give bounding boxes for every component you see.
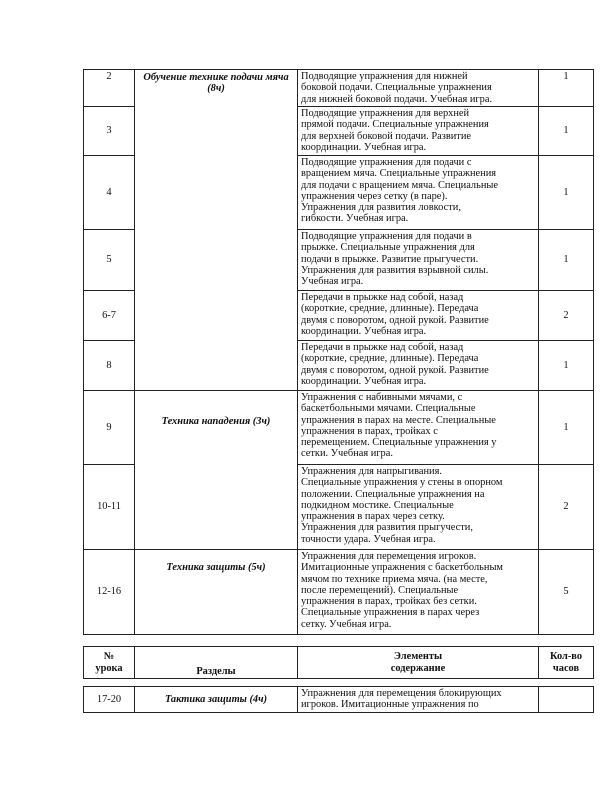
lesson-hours: 1 — [539, 230, 594, 291]
lesson-plan-table — [83, 69, 594, 635]
continuation-table — [83, 686, 594, 713]
lesson-number: 6-7 — [84, 291, 135, 341]
lesson-content: Упражнения для перемещения игроков. Имитационные упражнения с баскетбольным мячом по технике приема мяча. (на месте, после перемещений). Специальные упражнения в парах, тройках без сетки. Специальные упражнения в парах через сетку. Учебная игра. — [298, 550, 539, 635]
lesson-number: 9 — [84, 391, 135, 465]
lesson-content: Передачи в прыжке над собой, назад (короткие, средние, длинные). Передача двумя с поворотом, одной рукой. Развитие координации. Учебная игра. — [298, 341, 539, 391]
lesson-number: 12-16 — [84, 550, 135, 635]
table-row — [84, 70, 594, 107]
header-sections: Разделы — [135, 647, 298, 679]
header-hours: Кол-во часов — [539, 647, 594, 679]
lesson-number: 10-11 — [84, 465, 135, 550]
lesson-content: Передачи в прыжке над собой, назад (короткие, средние, длинные). Передача двумя с поворотом, одной рукой. Развитие координации. Учебная игра. — [298, 291, 539, 341]
header-lesson-number: № урока — [84, 647, 135, 679]
lesson-hours: 1 — [539, 391, 594, 465]
lesson-hours — [539, 687, 594, 713]
lesson-number: 3 — [84, 107, 135, 156]
lesson-number: 5 — [84, 230, 135, 291]
lesson-hours: 1 — [539, 107, 594, 156]
lesson-number: 8 — [84, 341, 135, 391]
lesson-content: Подводящие упражнения для подачи в прыжке. Специальные упражнения для подачи в прыжке. Развитие прыгучести. Упражнения для развития взрывной силы. Учебная игра. — [298, 230, 539, 291]
lesson-content: Упражнения для перемещения блокирующих игроков. Имитационные упражнения по — [298, 687, 539, 713]
lesson-hours: 1 — [539, 341, 594, 391]
lesson-number: 2 — [84, 70, 135, 107]
lesson-hours: 1 — [539, 156, 594, 230]
table-row — [84, 550, 594, 635]
section-title-attack: Техника нападения (3ч) — [135, 391, 298, 550]
lesson-hours: 5 — [539, 550, 594, 635]
table-header — [83, 646, 594, 679]
lesson-content: Упражнения с набивными мячами, с баскетбольными мячами. Специальные упражнения в парах на месте. Специальные упражнения в парах, тройках с перемещением. Специальные упражнения у сетки. Учебная игра. — [298, 391, 539, 465]
lesson-content: Подводящие упражнения для верхней прямой подачи. Специальные упражнения для верхней боковой подачи. Развитие координации. Учебная игра. — [298, 107, 539, 156]
header-row — [84, 647, 594, 679]
section-title-tactics: Тактика защиты (4ч) — [135, 687, 298, 713]
lesson-hours: 2 — [539, 291, 594, 341]
header-elements: Элементы содержание — [298, 647, 539, 679]
lesson-hours: 2 — [539, 465, 594, 550]
lesson-number: 4 — [84, 156, 135, 230]
section-title-defense: Техника защиты (5ч) — [135, 550, 298, 635]
lesson-content: Подводящие упражнения для подачи с вращением мяча. Специальные упражнения для подачи с вращением мяча. Специальные упражнения через сетку (в паре). Упражнения для развития ловкости, гибкости. Учебная игра. — [298, 156, 539, 230]
lesson-hours: 1 — [539, 70, 594, 107]
lesson-content: Упражнения для напрыгивания. Специальные упражнения у стены в опорном положении. Специальные упражнения на подкидном мостике. Специальные упражнения в парах через сетку. Упражнения для развития прыгучести, точности удара. Учебная игра. — [298, 465, 539, 550]
table-row — [84, 391, 594, 465]
section-title-serve: Обучение технике подачи мяча (8ч) — [135, 70, 298, 391]
table-row — [84, 687, 594, 713]
lesson-number: 17-20 — [84, 687, 135, 713]
lesson-content: Подводящие упражнения для нижней боковой подачи. Специальные упражнения для нижней боковой подачи. Учебная игра. — [298, 70, 539, 107]
